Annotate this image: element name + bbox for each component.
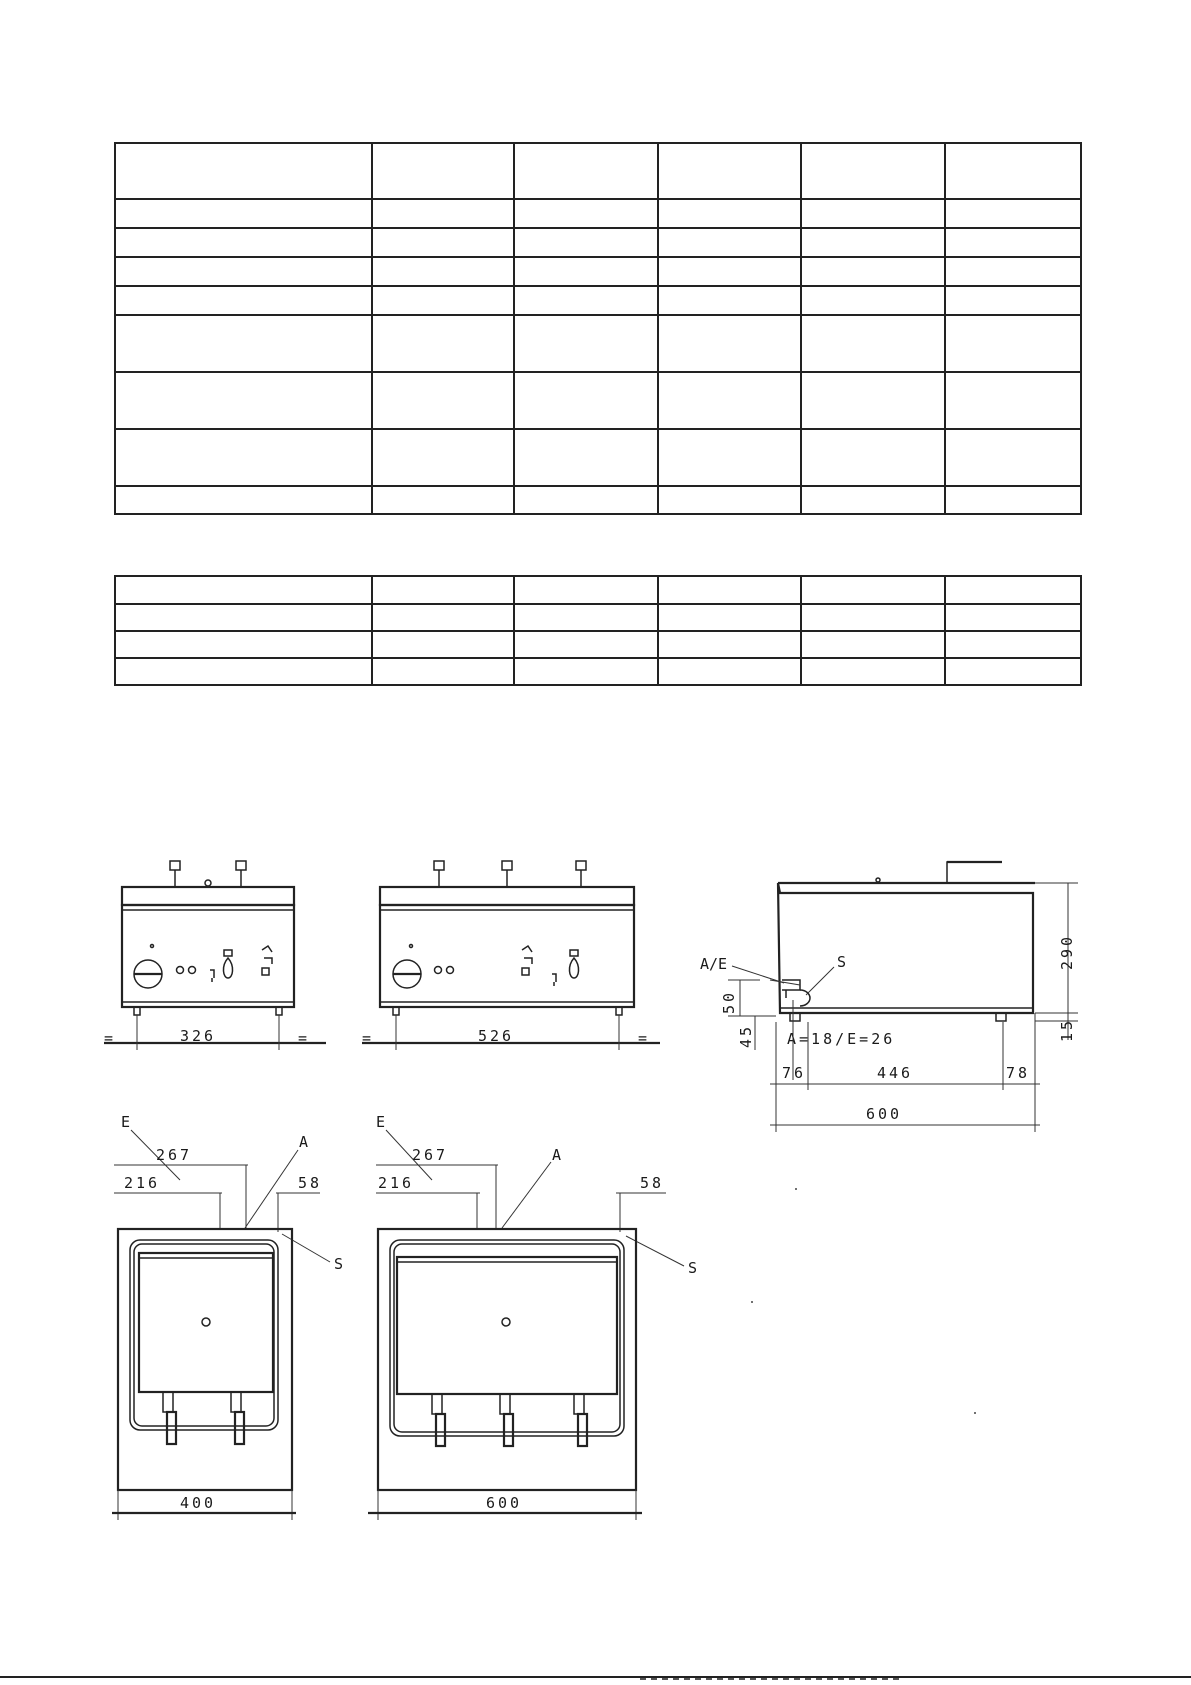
dimension-width: 326: [180, 1027, 217, 1045]
top-view-large: [368, 1113, 697, 1520]
dimension-right: 78: [1006, 1064, 1031, 1082]
side-view: [700, 862, 1078, 1132]
dimension-middle: 446: [877, 1064, 914, 1082]
drain-valve-icon: [522, 946, 579, 986]
indicator-lights-icon: [435, 967, 454, 974]
connection-label-e: E: [376, 1113, 386, 1131]
front-view-small: [104, 861, 326, 1050]
connection-label-s: S: [688, 1259, 698, 1277]
knob-icon: [576, 861, 586, 887]
dimension-height: 290: [1058, 933, 1076, 970]
dimension-fortyfive: 45: [737, 1023, 755, 1048]
dimension-foot: 15: [1058, 1017, 1076, 1042]
dimension-s-offset: 58: [298, 1174, 323, 1192]
thermostat-dial-icon: [134, 945, 162, 989]
knob-icon: [236, 861, 246, 887]
dimension-s-offset: 58: [640, 1174, 665, 1192]
drain-hole-icon: [202, 1318, 210, 1326]
footer-rule: [0, 1676, 1191, 1678]
connection-label-s: S: [334, 1255, 344, 1273]
svg-text:=: =: [638, 1029, 648, 1047]
thermostat-dial-icon: [393, 945, 421, 989]
dimension-fifty: 50: [720, 989, 738, 1014]
dimension-depth: 600: [866, 1105, 903, 1123]
front-view-large: [362, 861, 660, 1050]
dimension-a-offset: 216: [124, 1174, 161, 1192]
dimension-width: 600: [486, 1494, 523, 1512]
knob-icon: [170, 861, 180, 887]
svg-text:=: =: [362, 1029, 372, 1047]
dimension-width: 526: [478, 1027, 515, 1045]
svg-text:=: =: [104, 1029, 114, 1047]
dimension-width: 400: [180, 1494, 217, 1512]
drain-hole-icon: [502, 1318, 510, 1326]
connection-label-a: A: [299, 1133, 309, 1151]
indicator-lights-icon: [177, 967, 196, 974]
dimension-left: 76: [782, 1064, 807, 1082]
drain-valve-icon: [210, 946, 272, 982]
dimension-e-offset: 267: [412, 1146, 449, 1164]
dimension-e-offset: 267: [156, 1146, 193, 1164]
svg-text:=: =: [298, 1029, 308, 1047]
knob-icon: [502, 861, 512, 887]
connection-label-e: E: [121, 1113, 131, 1131]
connection-label-s: S: [837, 953, 847, 971]
connection-heights: A=18/E=26: [787, 1030, 896, 1048]
connection-label-a: A: [552, 1146, 562, 1164]
top-view-small: [112, 1113, 343, 1520]
dimension-a-offset: 216: [378, 1174, 415, 1192]
connection-label-ae: A/E: [700, 955, 728, 973]
knob-icon: [434, 861, 444, 887]
